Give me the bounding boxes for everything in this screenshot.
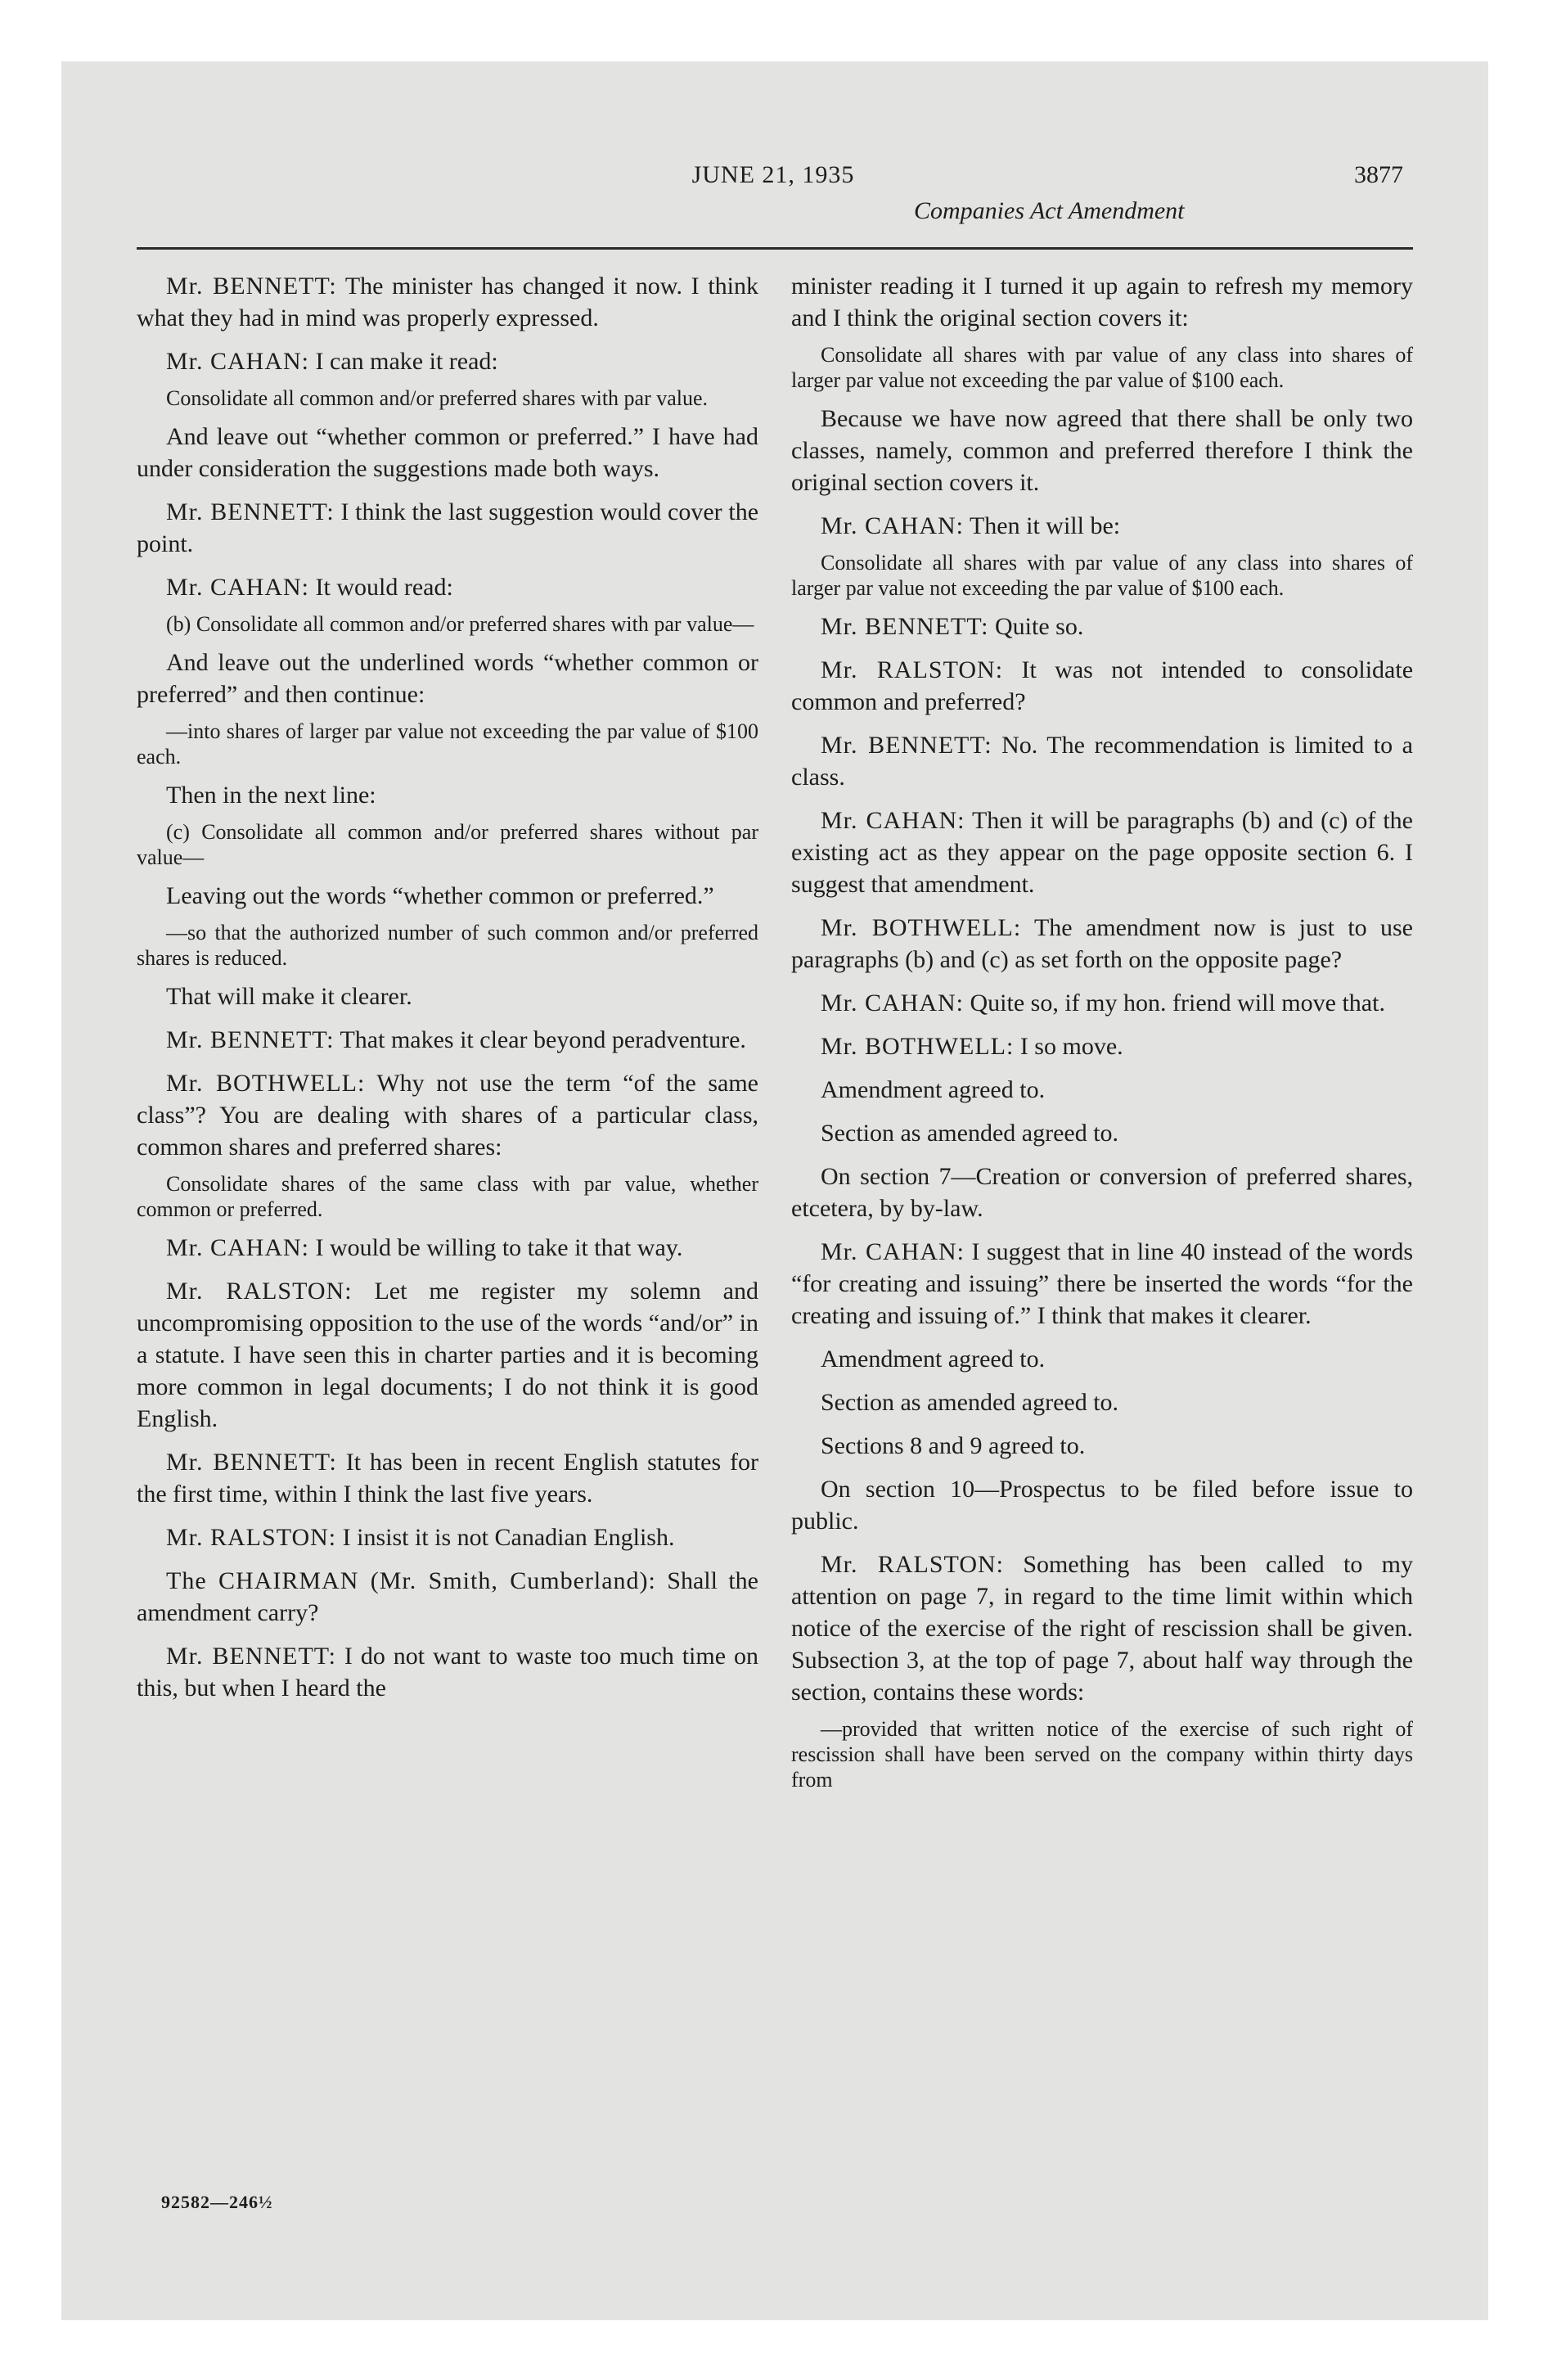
speaker-name: Mr. BENNETT: [166, 1643, 336, 1670]
quoted-text: Consolidate all shares with par value of any class into shares of larger par value not exceeding the par value of $100 each. [791, 343, 1413, 392]
print-code: 92582—246½ [161, 2192, 273, 2212]
speech-paragraph [791, 1548, 1413, 1708]
speech-paragraph [791, 1473, 1413, 1537]
speaker-name: Mr. BOTHWELL: [821, 914, 1022, 941]
speech-paragraph [137, 779, 758, 811]
speech-text: The amendment now is just to use paragraphs (b) and (c) as set forth on the opposite page? [791, 914, 1413, 973]
speaker-name: Mr. BENNETT: [821, 613, 989, 640]
speech-text: Amendment agreed to. [821, 1346, 1046, 1373]
speech-text: And leave out the underlined words “whether common or preferred” and then continue: [137, 649, 758, 708]
speech-paragraph [791, 987, 1413, 1019]
speech-paragraph [137, 1565, 758, 1629]
speech-text: That makes it clear beyond peradventure. [340, 1026, 746, 1053]
speech-text: I insist it is not Canadian English. [342, 1524, 675, 1551]
speech-paragraph [791, 1117, 1413, 1149]
speech-text: Amendment agreed to. [821, 1076, 1046, 1103]
speech-text: Then it will be: [969, 512, 1121, 539]
speech-text: On section 7—Creation or conversion of preferred shares, etcetera, by by-law. [791, 1163, 1413, 1222]
speech-text: Because we have now agreed that there shall be only two classes, namely, common and preferred therefore I think the original section covers it. [791, 405, 1413, 496]
speaker-name: Mr. BOTHWELL: [166, 1070, 366, 1097]
quoted-text: (c) Consolidate all common and/or preferred shares without par value— [137, 820, 758, 869]
speech-text: I suggest that in line 40 instead of the words “for creating and issuing” there be inserted the words “for the creating and issuing of.” I think that makes it clearer. [791, 1238, 1413, 1329]
speech-paragraph [791, 403, 1413, 498]
speech-paragraph [137, 880, 758, 912]
speech-paragraph [791, 654, 1413, 718]
speaker-name: Mr. CAHAN: [821, 1238, 965, 1265]
speaker-name: Mr. BENNETT: [166, 498, 335, 525]
speech-text: No. The recommendation is limited to a class. [791, 732, 1413, 791]
speaker-name: Mr. BENNETT: [166, 1449, 337, 1476]
speaker-name: Mr. CAHAN: [821, 989, 965, 1016]
speaker-name: The CHAIRMAN (Mr. Smith, Cumberland): [166, 1567, 656, 1594]
speaker-name: Mr. BENNETT: [166, 273, 337, 300]
quoted-text: (b) Consolidate all common and/or preferred shares with par value— [166, 612, 754, 636]
speech-text: I do not want to waste too much time on this, but when I heard the [137, 1643, 758, 1702]
quoted-text: Consolidate all shares with par value of any class into shares of larger par value not exceeding the par value of $100 each. [791, 551, 1413, 600]
speech-paragraph [137, 1640, 758, 1704]
speech-text: Why not use the term “of the same class”? You are dealing with shares of a particular class, common shares and preferred shares: [137, 1070, 758, 1161]
continued-paragraph [791, 270, 1413, 334]
speech-paragraph [137, 1446, 758, 1510]
speech-text: I so move. [1019, 1033, 1123, 1060]
speech-paragraph [791, 805, 1413, 900]
speech-text: I would be willing to take it that way. [315, 1234, 683, 1261]
speech-paragraph [137, 980, 758, 1012]
speech-paragraph [137, 1232, 758, 1264]
speech-paragraph [137, 1275, 758, 1435]
speaker-name: Mr. CAHAN: [166, 348, 310, 375]
speaker-name: Mr. RALSTON: [166, 1278, 353, 1305]
speech-text: Something has been called to my attention on page 7, in regard to the time limit within which notice of the exercise of the right of rescission shall be given. Subsection 3, at the top of page 7, about half way through the section, contains these words: [791, 1551, 1413, 1706]
speech-paragraph [791, 510, 1413, 542]
speech-paragraph [137, 571, 758, 603]
speech-paragraph [791, 1161, 1413, 1224]
speaker-name: Mr. RALSTON: [166, 1524, 337, 1551]
speaker-name: Mr. CAHAN: [166, 1234, 310, 1261]
speech-text: I think the last suggestion would cover the point. [137, 498, 758, 557]
speech-text: It was not intended to consolidate common and preferred? [791, 656, 1413, 715]
speech-paragraph [791, 912, 1413, 976]
speech-text: That will make it clearer. [166, 983, 412, 1010]
quoted-text: Consolidate all common and/or preferred shares with par value. [166, 386, 709, 410]
section-title: Companies Act Amendment [914, 197, 1185, 224]
speech-paragraph [791, 1386, 1413, 1418]
header-date: JUNE 21, 1935 [691, 161, 855, 188]
speaker-name: Mr. CAHAN: [821, 512, 965, 539]
speech-text: Then it will be paragraphs (b) and (c) of the existing act as they appear on the page opposite section 6. I suggest that amendment. [791, 807, 1413, 898]
speech-text: Then in the next line: [166, 782, 376, 809]
quoted-text: —so that the authorized number of such common and/or preferred shares is reduced. [137, 921, 758, 970]
speaker-name: Mr. BOTHWELL: [821, 1033, 1015, 1060]
header-rule [137, 247, 1413, 250]
speech-paragraph [137, 1521, 758, 1553]
speech-paragraph [137, 1024, 758, 1056]
speech-paragraph [791, 729, 1413, 793]
speech-paragraph [791, 611, 1413, 642]
speech-text: Sections 8 and 9 agreed to. [821, 1432, 1086, 1459]
speech-paragraph [137, 647, 758, 710]
speech-text: Quite so, if my hon. friend will move that. [970, 989, 1385, 1016]
speech-text: I can make it read: [315, 348, 498, 375]
speech-paragraph [137, 345, 758, 377]
speech-text: And leave out “whether common or preferred.” I have had under consideration the suggestions made both ways. [137, 423, 758, 482]
speech-paragraph [137, 421, 758, 485]
document-page [61, 61, 1488, 2320]
speech-paragraph [791, 1030, 1413, 1062]
speech-paragraph [791, 1074, 1413, 1106]
quoted-text: Consolidate shares of the same class with par value, whether common or preferred. [137, 1172, 758, 1221]
speech-text: Section as amended agreed to. [821, 1120, 1119, 1147]
quoted-text: —into shares of larger par value not exceeding the par value of $100 each. [137, 719, 758, 769]
speaker-name: Mr. CAHAN: [821, 807, 965, 834]
speech-paragraph [137, 1067, 758, 1163]
speaker-name: Mr. BENNETT: [166, 1026, 335, 1053]
speaker-name: Mr. CAHAN: [166, 574, 310, 601]
speech-text: Quite so. [995, 613, 1084, 640]
speaker-name: Mr. RALSTON: [821, 656, 1004, 683]
speaker-name: Mr. BENNETT: [821, 732, 992, 759]
speech-text: Shall the amendment carry? [137, 1567, 758, 1626]
speech-text: Leaving out the words “whether common or preferred.” [166, 882, 714, 909]
speech-paragraph [137, 270, 758, 334]
speech-text: It has been in recent English statutes for the first time, within I think the last five years. [137, 1449, 758, 1508]
speech-paragraph [791, 1343, 1413, 1375]
right-column [791, 270, 1413, 2218]
page-number: 3877 [1354, 161, 1403, 188]
speech-paragraph [791, 1236, 1413, 1332]
speech-text: The minister has changed it now. I think what they had in mind was properly expressed. [137, 273, 758, 331]
speech-paragraph [137, 496, 758, 560]
speech-text: Let me register my solemn and uncompromising opposition to the use of the words “and/or” in a statute. I have seen this in charter parties and it is becoming more common in legal documents; I do not think it is good English. [137, 1278, 758, 1432]
left-column [137, 270, 758, 2218]
speech-text: It would read: [315, 574, 453, 601]
speaker-name: Mr. RALSTON: [821, 1551, 1004, 1578]
speech-paragraph [791, 1430, 1413, 1462]
speech-text: minister reading it I turned it up again to refresh my memory and I think the original section covers it: [791, 273, 1413, 331]
speech-text: Section as amended agreed to. [821, 1389, 1119, 1416]
speech-text: On section 10—Prospectus to be filed before issue to public. [791, 1476, 1413, 1535]
quoted-text: —provided that written notice of the exercise of such right of rescission shall have been served on the company within thirty days from [791, 1717, 1413, 1792]
